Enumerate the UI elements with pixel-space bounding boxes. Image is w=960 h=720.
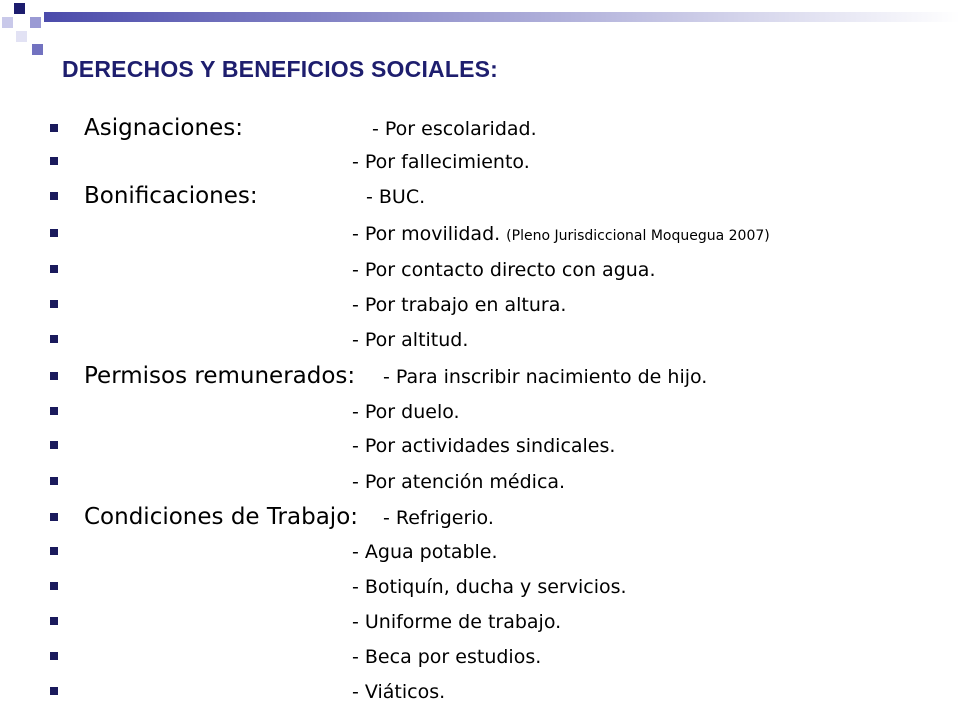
list-item [0, 536, 960, 566]
bullet-icon [50, 407, 58, 415]
bullet-icon [50, 192, 58, 200]
category-label: Asignaciones: [84, 115, 243, 141]
header-gradient-bar [44, 12, 960, 22]
benefit-item: - Por fallecimiento. [352, 151, 530, 173]
list-item [0, 641, 960, 671]
category-label: Permisos remunerados: [84, 363, 356, 389]
bullet-icon [50, 124, 58, 132]
bullet-icon [50, 477, 58, 485]
decorative-square [16, 31, 27, 42]
list-item [0, 324, 960, 354]
decorative-square [14, 3, 25, 14]
list-item [0, 254, 960, 284]
list-item [0, 181, 960, 211]
category-label: Bonificaciones: [84, 183, 258, 209]
bullet-icon [50, 441, 58, 449]
bullet-icon [50, 617, 58, 625]
benefit-item: - Por duelo. [352, 401, 460, 423]
benefit-item: - Beca por estudios. [352, 646, 542, 668]
bullet-icon [50, 582, 58, 590]
category-label: Condiciones de Trabajo: [84, 504, 359, 530]
decorative-square [30, 17, 41, 28]
slide-title: DERECHOS Y BENEFICIOS SOCIALES: [62, 56, 499, 82]
benefit-item: - Botiquín, ducha y servicios. [352, 576, 627, 598]
decorative-square [2, 17, 13, 28]
bullet-icon [50, 687, 58, 695]
benefit-item [352, 219, 770, 251]
bullet-icon [50, 300, 58, 308]
bullet-icon [50, 229, 58, 237]
bullet-icon [50, 265, 58, 273]
benefit-item: - Viáticos. [352, 681, 446, 703]
benefit-item: - Por trabajo en altura. [352, 294, 567, 316]
benefit-item: - BUC. [366, 186, 426, 208]
benefit-item: - Por actividades sindicales. [352, 435, 616, 457]
list-item [0, 113, 960, 143]
benefit-item: - Uniforme de trabajo. [352, 611, 562, 633]
benefit-item: - Para inscribir nacimiento de hijo. [383, 366, 708, 388]
bullet-icon [50, 372, 58, 380]
decorative-square [32, 44, 43, 55]
benefit-item: - Por contacto directo con agua. [352, 259, 656, 281]
benefit-item: - Refrigerio. [383, 507, 494, 529]
list-item [0, 218, 960, 248]
benefit-item: - Por atención médica. [352, 471, 566, 493]
bullet-icon [50, 652, 58, 660]
benefit-note: (Pleno Jurisdiccional Moquegua 2007) [506, 228, 770, 244]
benefit-item-text: - Por movilidad. [352, 223, 501, 245]
list-item [0, 289, 960, 319]
benefit-item: - Agua potable. [352, 541, 498, 563]
list-item [0, 502, 960, 532]
bullet-icon [50, 335, 58, 343]
bullet-icon [50, 547, 58, 555]
benefit-item: - Por altitud. [352, 329, 469, 351]
list-item [0, 571, 960, 601]
list-item [0, 676, 960, 706]
list-item [0, 396, 960, 426]
list-item [0, 606, 960, 636]
benefit-item: - Por escolaridad. [372, 118, 537, 140]
list-item [0, 466, 960, 496]
bullet-icon [50, 513, 58, 521]
list-item [0, 361, 960, 391]
list-item [0, 430, 960, 460]
bullet-icon [50, 157, 58, 165]
list-item [0, 146, 960, 176]
